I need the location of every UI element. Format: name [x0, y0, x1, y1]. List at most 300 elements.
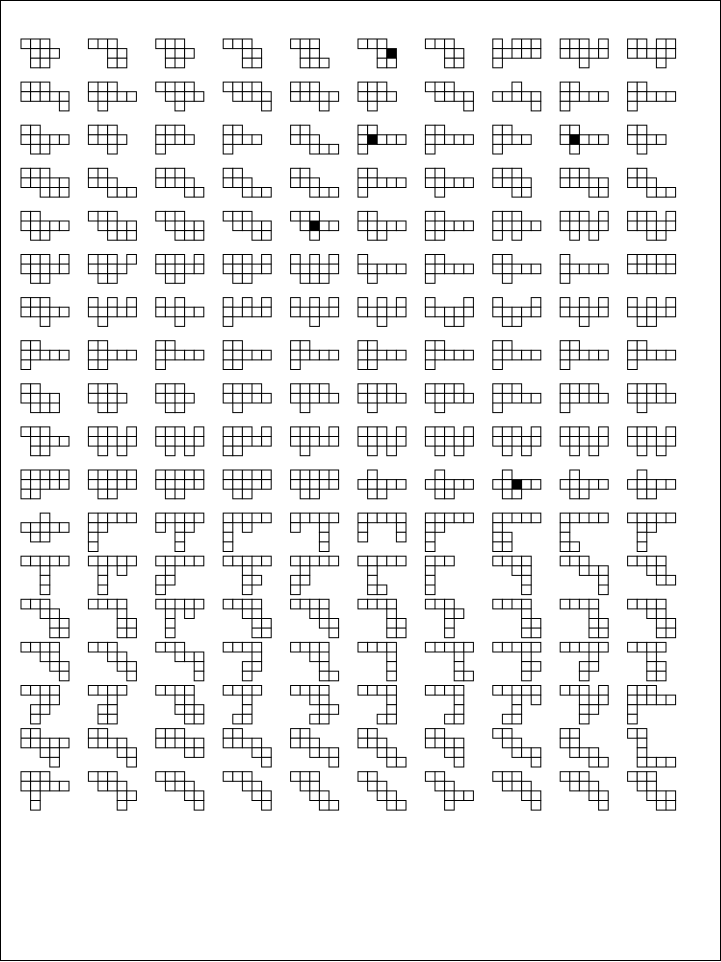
empty-cell — [589, 384, 599, 394]
empty-cell — [185, 82, 195, 92]
empty-cell — [464, 513, 474, 523]
empty-cell — [242, 480, 252, 490]
empty-cell — [194, 188, 204, 198]
empty-cell — [425, 556, 435, 566]
empty-cell — [40, 772, 50, 782]
empty-cell — [127, 662, 137, 672]
empty-cell — [291, 480, 301, 490]
empty-cell — [108, 781, 118, 791]
empty-cell — [368, 480, 378, 490]
empty-cell — [560, 298, 570, 308]
empty-cell — [175, 599, 185, 609]
empty-cell — [300, 686, 310, 696]
empty-cell — [88, 307, 98, 317]
empty-cell — [502, 427, 512, 437]
empty-cell — [435, 556, 445, 566]
polyomino-shape — [291, 168, 339, 197]
empty-cell — [117, 446, 127, 456]
empty-cell — [666, 437, 676, 447]
empty-cell — [579, 39, 589, 49]
polyomino-shape — [21, 255, 69, 284]
empty-cell — [599, 211, 609, 221]
polyomino-shape — [291, 82, 339, 111]
empty-cell — [502, 532, 512, 542]
empty-cell — [319, 480, 329, 490]
polyomino-shape — [560, 599, 608, 637]
empty-cell — [310, 652, 320, 662]
empty-cell — [185, 748, 195, 758]
empty-cell — [175, 695, 185, 705]
empty-cell — [454, 738, 464, 748]
empty-cell — [223, 446, 233, 456]
empty-cell — [531, 686, 541, 696]
empty-cell — [319, 470, 329, 480]
empty-cell — [310, 781, 320, 791]
empty-cell — [445, 748, 455, 758]
empty-cell — [445, 791, 455, 801]
empty-cell — [656, 791, 666, 801]
empty-cell — [59, 480, 69, 490]
empty-cell — [165, 446, 175, 456]
empty-cell — [522, 662, 532, 672]
empty-cell — [310, 264, 320, 274]
empty-cell — [223, 211, 233, 221]
empty-cell — [396, 532, 406, 542]
empty-cell — [223, 384, 233, 394]
empty-cell — [445, 781, 455, 791]
empty-cell — [165, 255, 175, 265]
empty-cell — [666, 307, 676, 317]
empty-cell — [656, 619, 666, 629]
empty-cell — [512, 168, 522, 178]
empty-cell — [435, 599, 445, 609]
empty-cell — [368, 446, 378, 456]
empty-cell — [628, 92, 638, 102]
empty-cell — [310, 791, 320, 801]
empty-cell — [310, 144, 320, 154]
empty-cell — [291, 523, 301, 533]
empty-cell — [560, 274, 570, 284]
empty-cell — [98, 714, 108, 724]
empty-cell — [300, 642, 310, 652]
empty-cell — [108, 403, 118, 413]
empty-cell — [512, 556, 522, 566]
empty-cell — [175, 231, 185, 241]
empty-cell — [31, 556, 41, 566]
polyomino-shape — [21, 556, 69, 594]
empty-cell — [560, 393, 570, 403]
empty-cell — [242, 609, 252, 619]
empty-cell — [59, 221, 69, 231]
empty-cell — [31, 523, 41, 533]
empty-cell — [127, 628, 137, 638]
empty-cell — [531, 101, 541, 111]
empty-cell — [589, 599, 599, 609]
empty-cell — [40, 58, 50, 68]
empty-cell — [425, 566, 435, 576]
empty-cell — [310, 714, 320, 724]
empty-cell — [329, 480, 339, 490]
empty-cell — [108, 82, 118, 92]
empty-cell — [156, 642, 166, 652]
polyomino-shape — [358, 211, 406, 240]
polyomino-shape — [560, 427, 608, 456]
empty-cell — [300, 513, 310, 523]
empty-cell — [117, 662, 127, 672]
empty-cell — [165, 221, 175, 231]
empty-cell — [329, 757, 339, 767]
empty-cell — [512, 49, 522, 59]
empty-cell — [223, 772, 233, 782]
empty-cell — [50, 480, 60, 490]
empty-cell — [252, 437, 262, 447]
empty-cell — [377, 39, 387, 49]
polyomino-shape — [628, 211, 676, 240]
empty-cell — [165, 556, 175, 566]
empty-cell — [377, 82, 387, 92]
empty-cell — [242, 178, 252, 188]
empty-cell — [300, 403, 310, 413]
polyomino-shape — [223, 513, 271, 551]
polyomino-shape — [358, 686, 396, 724]
polyomino-shape — [291, 384, 339, 413]
empty-cell — [252, 92, 262, 102]
empty-cell — [50, 686, 60, 696]
empty-cell — [445, 58, 455, 68]
empty-cell — [637, 480, 647, 490]
empty-cell — [156, 437, 166, 447]
empty-cell — [40, 135, 50, 145]
empty-cell — [310, 437, 320, 447]
empty-cell — [194, 231, 204, 241]
polyomino-shape — [223, 341, 271, 370]
empty-cell — [117, 628, 127, 638]
empty-cell — [108, 714, 118, 724]
empty-cell — [291, 437, 301, 447]
polyomino-shape — [560, 384, 608, 413]
empty-cell — [156, 168, 166, 178]
empty-cell — [599, 92, 609, 102]
empty-cell — [117, 470, 127, 480]
empty-cell — [522, 748, 532, 758]
empty-cell — [464, 264, 474, 274]
polyomino-shape — [425, 341, 473, 370]
empty-cell — [242, 705, 252, 715]
empty-cell — [464, 307, 474, 317]
empty-cell — [387, 705, 397, 715]
empty-cell — [656, 599, 666, 609]
empty-cell — [59, 101, 69, 111]
empty-cell — [589, 619, 599, 629]
empty-cell — [291, 178, 301, 188]
empty-cell — [194, 705, 204, 715]
empty-cell — [656, 566, 666, 576]
empty-cell — [570, 341, 580, 351]
empty-cell — [40, 427, 50, 437]
empty-cell — [262, 264, 272, 274]
empty-cell — [579, 714, 589, 724]
empty-cell — [579, 264, 589, 274]
polyomino-shape — [223, 772, 271, 810]
polyomino-shape — [358, 298, 406, 327]
empty-cell — [156, 513, 166, 523]
empty-cell — [579, 556, 589, 566]
empty-cell — [291, 125, 301, 135]
empty-cell — [262, 628, 272, 638]
empty-cell — [656, 58, 666, 68]
polyomino-shape — [291, 255, 339, 284]
empty-cell — [223, 470, 233, 480]
polyomino-shape — [628, 125, 666, 154]
empty-cell — [59, 264, 69, 274]
empty-cell — [656, 255, 666, 265]
empty-cell — [175, 101, 185, 111]
empty-cell — [589, 609, 599, 619]
polyomino-shape — [560, 642, 608, 680]
empty-cell — [445, 738, 455, 748]
empty-cell — [589, 781, 599, 791]
empty-cell — [117, 556, 127, 566]
empty-cell — [310, 384, 320, 394]
polyomino-shape — [560, 82, 608, 111]
empty-cell — [377, 642, 387, 652]
empty-cell — [310, 556, 320, 566]
empty-cell — [628, 298, 638, 308]
empty-cell — [50, 695, 60, 705]
empty-cell — [21, 556, 31, 566]
empty-cell — [98, 513, 108, 523]
polyomino-shape — [156, 513, 204, 551]
empty-cell — [242, 695, 252, 705]
empty-cell — [175, 542, 185, 552]
empty-cell — [108, 211, 118, 221]
empty-cell — [223, 264, 233, 274]
empty-cell — [666, 480, 676, 490]
empty-cell — [98, 221, 108, 231]
empty-cell — [50, 221, 60, 231]
empty-cell — [21, 360, 31, 370]
empty-cell — [262, 350, 272, 360]
empty-cell — [252, 470, 262, 480]
empty-cell — [387, 58, 397, 68]
empty-cell — [647, 599, 657, 609]
empty-cell — [647, 437, 657, 447]
empty-cell — [156, 393, 166, 403]
empty-cell — [300, 168, 310, 178]
empty-cell — [570, 748, 580, 758]
empty-cell — [493, 513, 503, 523]
empty-cell — [589, 757, 599, 767]
empty-cell — [637, 470, 647, 480]
empty-cell — [88, 480, 98, 490]
polyomino-shape — [21, 341, 69, 370]
empty-cell — [40, 532, 50, 542]
empty-cell — [368, 585, 378, 595]
empty-cell — [108, 178, 118, 188]
empty-cell — [175, 135, 185, 145]
empty-cell — [387, 662, 397, 672]
empty-cell — [425, 599, 435, 609]
empty-cell — [300, 82, 310, 92]
empty-cell — [387, 393, 397, 403]
empty-cell — [637, 556, 647, 566]
empty-cell — [185, 738, 195, 748]
empty-cell — [40, 575, 50, 585]
empty-cell — [31, 49, 41, 59]
empty-cell — [425, 274, 435, 284]
empty-cell — [522, 393, 532, 403]
empty-cell — [647, 393, 657, 403]
empty-cell — [21, 135, 31, 145]
empty-cell — [242, 489, 252, 499]
empty-cell — [377, 427, 387, 437]
empty-cell — [666, 575, 676, 585]
empty-cell — [233, 714, 243, 724]
empty-cell — [464, 298, 474, 308]
polyomino-shape — [493, 168, 531, 197]
empty-cell — [59, 628, 69, 638]
polyomino-shape — [425, 168, 473, 197]
empty-cell — [637, 82, 647, 92]
empty-cell — [493, 403, 503, 413]
empty-cell — [647, 49, 657, 59]
empty-cell — [502, 446, 512, 456]
empty-cell — [377, 307, 387, 317]
empty-cell — [165, 738, 175, 748]
empty-cell — [252, 82, 262, 92]
empty-cell — [647, 384, 657, 394]
empty-cell — [502, 49, 512, 59]
empty-cell — [560, 135, 570, 145]
empty-cell — [108, 92, 118, 102]
empty-cell — [31, 403, 41, 413]
empty-cell — [156, 523, 166, 533]
empty-cell — [637, 393, 647, 403]
empty-cell — [396, 513, 406, 523]
empty-cell — [647, 480, 657, 490]
empty-cell — [185, 513, 195, 523]
empty-cell — [358, 523, 368, 533]
empty-cell — [194, 599, 204, 609]
polyomino-shape — [223, 384, 271, 413]
empty-cell — [522, 652, 532, 662]
empty-cell — [319, 705, 329, 715]
empty-cell — [502, 513, 512, 523]
empty-cell — [175, 480, 185, 490]
empty-cell — [579, 480, 589, 490]
empty-cell — [512, 705, 522, 715]
empty-cell — [493, 729, 503, 739]
empty-cell — [165, 781, 175, 791]
empty-cell — [31, 168, 41, 178]
empty-cell — [628, 341, 638, 351]
empty-cell — [108, 705, 118, 715]
polyomino-shape — [425, 384, 473, 413]
empty-cell — [377, 298, 387, 308]
empty-cell — [599, 757, 609, 767]
empty-cell — [319, 714, 329, 724]
empty-cell — [21, 470, 31, 480]
empty-cell — [656, 92, 666, 102]
empty-cell — [185, 523, 195, 533]
empty-cell — [156, 575, 166, 585]
empty-cell — [637, 317, 647, 327]
empty-cell — [464, 101, 474, 111]
filled-cell — [368, 135, 378, 145]
empty-cell — [589, 480, 599, 490]
empty-cell — [377, 49, 387, 59]
empty-cell — [300, 135, 310, 145]
empty-cell — [358, 437, 368, 447]
empty-cell — [329, 470, 339, 480]
empty-cell — [98, 566, 108, 576]
empty-cell — [358, 686, 368, 696]
empty-cell — [358, 350, 368, 360]
empty-cell — [108, 470, 118, 480]
empty-cell — [310, 298, 320, 308]
empty-cell — [570, 437, 580, 447]
empty-cell — [387, 801, 397, 811]
empty-cell — [156, 341, 166, 351]
empty-cell — [252, 393, 262, 403]
empty-cell — [425, 350, 435, 360]
empty-cell — [445, 628, 455, 638]
empty-cell — [262, 427, 272, 437]
empty-cell — [59, 437, 69, 447]
empty-cell — [165, 686, 175, 696]
empty-cell — [628, 264, 638, 274]
empty-cell — [310, 393, 320, 403]
polyomino-shape — [493, 341, 541, 370]
empty-cell — [50, 393, 60, 403]
empty-cell — [560, 49, 570, 59]
empty-cell — [435, 523, 445, 533]
empty-cell — [310, 480, 320, 490]
empty-cell — [358, 125, 368, 135]
empty-cell — [560, 686, 570, 696]
empty-cell — [319, 556, 329, 566]
empty-cell — [21, 168, 31, 178]
empty-cell — [425, 125, 435, 135]
empty-cell — [435, 255, 445, 265]
empty-cell — [21, 738, 31, 748]
empty-cell — [628, 82, 638, 92]
empty-cell — [40, 781, 50, 791]
empty-cell — [368, 178, 378, 188]
empty-cell — [435, 135, 445, 145]
empty-cell — [108, 231, 118, 241]
empty-cell — [396, 523, 406, 533]
empty-cell — [242, 255, 252, 265]
empty-cell — [50, 188, 60, 198]
empty-cell — [98, 686, 108, 696]
polyomino-shape — [88, 470, 136, 499]
empty-cell — [358, 92, 368, 102]
empty-cell — [637, 738, 647, 748]
empty-cell — [425, 427, 435, 437]
empty-cell — [570, 82, 580, 92]
empty-cell — [502, 178, 512, 188]
empty-cell — [599, 264, 609, 274]
empty-cell — [425, 144, 435, 154]
empty-cell — [291, 384, 301, 394]
empty-cell — [637, 211, 647, 221]
empty-cell — [560, 39, 570, 49]
empty-cell — [599, 566, 609, 576]
empty-cell — [310, 513, 320, 523]
empty-cell — [387, 791, 397, 801]
empty-cell — [560, 403, 570, 413]
